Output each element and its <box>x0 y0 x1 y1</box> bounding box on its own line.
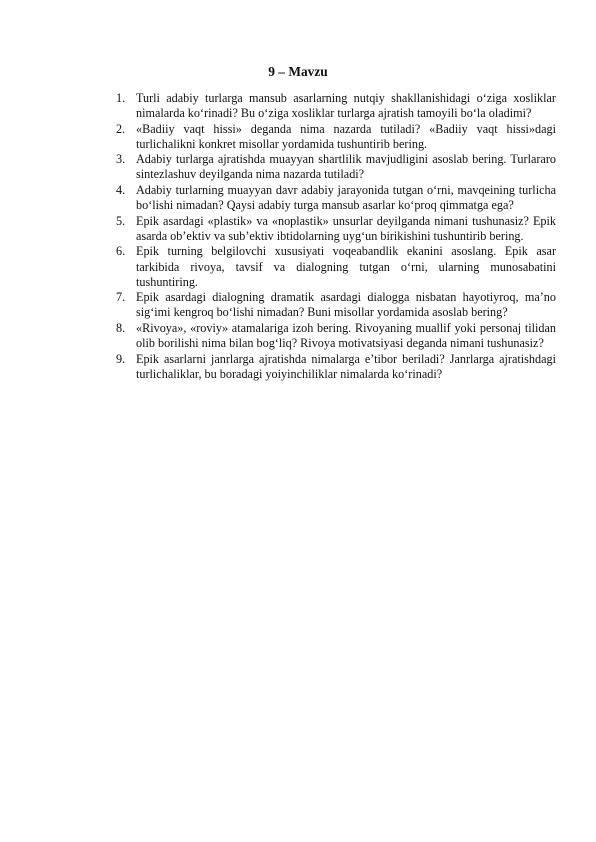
question-number: 3. <box>116 152 126 167</box>
question-number: 9. <box>116 351 126 366</box>
question-item <box>116 321 556 351</box>
question-text: Epik asarlarni janrlarga ajratishda nimalarga e’tibor beriladi? Janrlarga ajratishdagi turlichaliklar, bu boradagi yoiyinchiliklar nimalarda ko‘rinadi? <box>136 351 556 381</box>
question-number: 5. <box>116 213 126 228</box>
question-list <box>116 91 556 382</box>
question-text: Epik turning belgilovchi xususiyati voqeabandlik ekanini asoslang. Epik asar tarkibida rivoya, tavsif va dialogning tutgan o‘rni, ularning munosabatini tushuntiring. <box>136 244 556 289</box>
question-item <box>116 290 556 320</box>
question-text: Adabiy turlarga ajratishda muayyan shartlilik mavjudligini asoslab bering. Turlararo sintezlashuv deyilganda nima nazarda tutiladi? <box>136 152 556 182</box>
question-item <box>116 352 556 382</box>
question-text: «Rivoya», «roviy» atamalariga izoh bering. Rivoyaning muallif yoki personaj tilidan olib borilishi nima bilan bog‘liq? Rivoya motivatsiyasi deganda nimani tushunasiz? <box>136 320 556 350</box>
question-number: 4. <box>116 183 126 198</box>
question-number: 8. <box>116 320 126 335</box>
question-number: 6. <box>116 244 126 259</box>
question-item <box>116 183 556 213</box>
question-number: 1. <box>116 91 126 105</box>
question-number: 7. <box>116 290 126 305</box>
question-text: Epik asardagi dialogning dramatik asardagi dialogga nisbatan hayotiyroq, ma’no sig‘imi kengroq bo‘lishi nimadan? Buni misollar yordamida asoslab bering? <box>136 290 556 320</box>
question-item <box>116 122 556 152</box>
question-text: Adabiy turlarning muayyan davr adabiy jarayonida tutgan o‘rni, mavqeining turlicha bo‘lishi nimadan? Qaysi adabiy turga mansub asarlar ko‘proq qimmatga ega? <box>136 183 556 213</box>
page-title: 9 – Mavzu <box>268 64 328 79</box>
question-text: «Badiiy vaqt hissi» deganda nima nazarda tutiladi? «Badiiy vaqt hissi»dagi turlichalikni konkret misollar yordamida tushuntirib bering. <box>136 121 556 151</box>
question-item <box>116 91 556 121</box>
question-item <box>116 214 556 244</box>
question-item <box>116 152 556 182</box>
question-number: 2. <box>116 121 126 136</box>
question-item <box>116 244 556 289</box>
question-text: Turli adabiy turlarga mansub asarlarning nutqiy shakllanishidagi o‘ziga xosliklar nimalarda ko‘rinadi? Bu o‘ziga xosliklar turlarga ajratish tamoyili bo‘la oladimi? <box>136 91 556 121</box>
question-text: Epik asardagi «plastik» va «noplastik» unsurlar deyilganda nimani tushunasiz? Epik asarda ob’ektiv va sub’ektiv ibtidolarning uyg‘un birikishini tushuntirib bering. <box>136 213 556 243</box>
